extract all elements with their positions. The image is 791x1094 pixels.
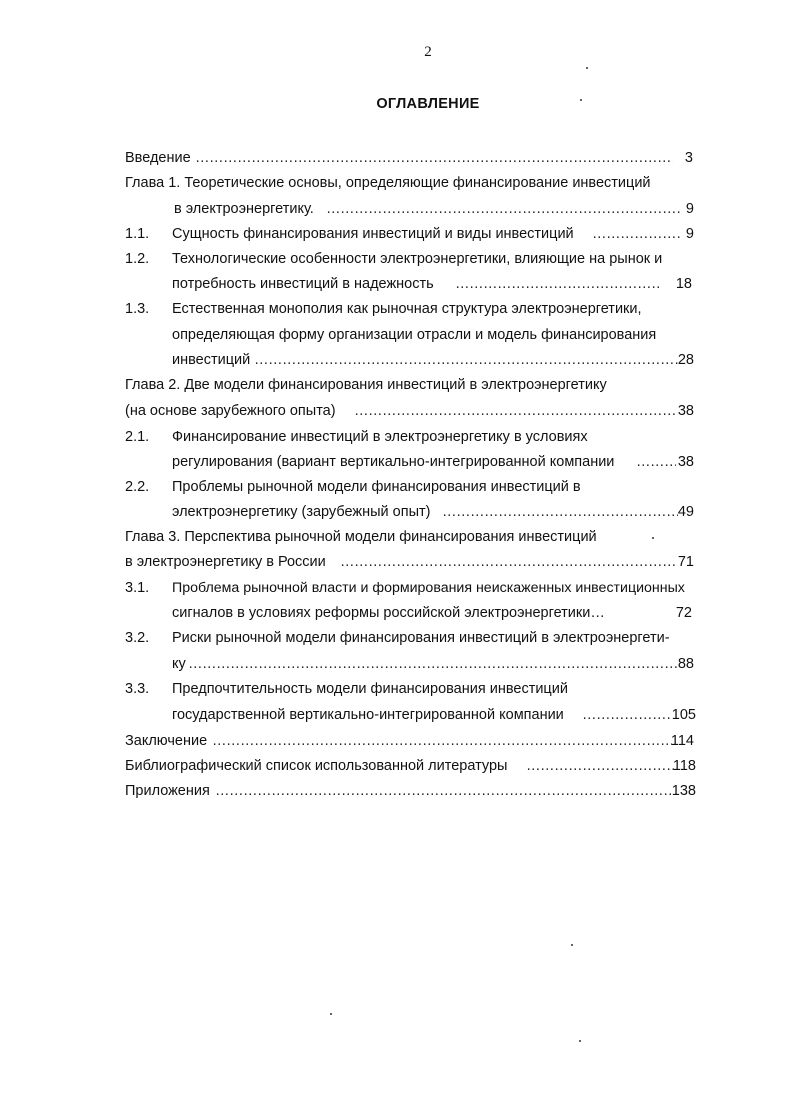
- toc-page-number: 38: [677, 454, 694, 470]
- toc-entry-text: государственной вертикально-интегрированной компании: [172, 707, 564, 723]
- toc-entry-text: Естественная монополия как рыночная структура электроэнергетики,: [172, 301, 642, 317]
- toc-leader-dots: [254, 351, 678, 369]
- toc-section-number: 2.2.: [125, 479, 150, 495]
- toc-page-number: 72: [675, 605, 692, 621]
- toc-section-number: 1.3.: [125, 301, 150, 317]
- toc-section-number: 1.1.: [125, 226, 150, 242]
- toc-entry-text: Введение: [125, 150, 191, 166]
- toc-entry-text: Библиографический список использованной литературы: [125, 758, 508, 774]
- toc-section-number: 3.3.: [125, 681, 150, 697]
- toc-entry-text: Технологические особенности электроэнергетики, влияющие на рынок и: [172, 251, 663, 267]
- toc-page-number: 18: [675, 276, 692, 292]
- toc-entry-text: (на основе зарубежного опыта): [125, 403, 336, 419]
- toc-page-number: 3: [684, 150, 693, 166]
- toc-entry-text: определяющая форму организации отрасли и модель финансирования: [172, 327, 657, 343]
- toc-page-number: 71: [677, 554, 694, 570]
- toc-leader-dots: [326, 200, 680, 218]
- toc-leader-dots: [340, 553, 678, 571]
- scan-speck: [580, 99, 582, 101]
- toc-leader-dots: [188, 655, 678, 673]
- scan-speck: [330, 1013, 332, 1015]
- toc-entry-text: потребность инвестиций в надежность: [172, 276, 434, 292]
- toc-section-number: 2.1.: [125, 429, 150, 445]
- toc-entry-text: ку: [172, 656, 186, 672]
- toc-entry-text: Глава 3. Перспектива рыночной модели финансирования инвестиций: [125, 529, 597, 545]
- toc-section-number: 1.2.: [125, 251, 150, 267]
- toc-leader-dots: [455, 275, 662, 293]
- toc-entry-text: Проблемы рыночной модели финансирования инвестиций в: [172, 479, 581, 495]
- toc-entry-text: Предпочтительность модели финансирования инвестиций: [172, 681, 568, 697]
- toc-page-number: 49: [677, 504, 694, 520]
- scan-speck: [652, 537, 654, 539]
- toc-entry-text: Глава 2. Две модели финансирования инвестиций в электроэнергетику: [125, 377, 607, 393]
- toc-entry-text: Финансирование инвестиций в электроэнергетику в условиях: [172, 429, 588, 445]
- toc-entry-text: Заключение: [125, 733, 208, 749]
- toc-leader-dots: [354, 402, 678, 420]
- toc-entry-text: сигналов в условиях реформы российской электроэнергетики…: [172, 605, 605, 621]
- toc-page-number: 114: [670, 733, 694, 749]
- scan-speck: [579, 1040, 581, 1042]
- toc-leader-dots: [195, 149, 673, 167]
- toc-leader-dots: [212, 732, 672, 750]
- toc-page-number: 118: [672, 758, 696, 774]
- toc-entry-text: Риски рыночной модели финансирования инвестиций в электроэнергети-: [172, 630, 670, 646]
- toc-page-number: 9: [685, 201, 694, 217]
- toc-page-number: 88: [677, 656, 694, 672]
- toc-entry-text: Глава 1. Теоретические основы, определяющие финансирование инвестиций: [125, 175, 651, 191]
- page-number: 2: [424, 44, 432, 60]
- toc-leader-dots: [215, 782, 673, 800]
- toc-entry-text: инвестиций: [172, 352, 251, 368]
- toc-page-number: 28: [677, 352, 694, 368]
- toc-section-number: 3.2.: [125, 630, 150, 646]
- toc-entry-text: в электроэнергетику.: [174, 201, 314, 217]
- toc-entry-text: электроэнергетику (зарубежный опыт): [172, 504, 431, 520]
- toc-section-number: 3.1.: [125, 580, 150, 596]
- toc-page-number: 138: [671, 783, 696, 799]
- toc-entry-text: Проблема рыночной власти и формирования неискаженных инвестиционных: [172, 580, 685, 596]
- toc-page-number: 38: [677, 403, 694, 419]
- toc-entry-text: Приложения: [125, 783, 210, 799]
- toc-title: ОГЛАВЛЕНИЕ: [376, 96, 480, 112]
- toc-page-number: 105: [671, 707, 696, 723]
- toc-entry-text: в электроэнергетику в России: [125, 554, 326, 570]
- toc-page-number: 9: [685, 226, 694, 242]
- toc-entry-text: Сущность финансирования инвестиций и виды инвестиций: [172, 226, 574, 242]
- scan-speck: [586, 67, 588, 69]
- toc-entry-text: регулирования (вариант вертикально-интегрированной компании: [172, 454, 615, 470]
- scan-speck: [571, 944, 573, 946]
